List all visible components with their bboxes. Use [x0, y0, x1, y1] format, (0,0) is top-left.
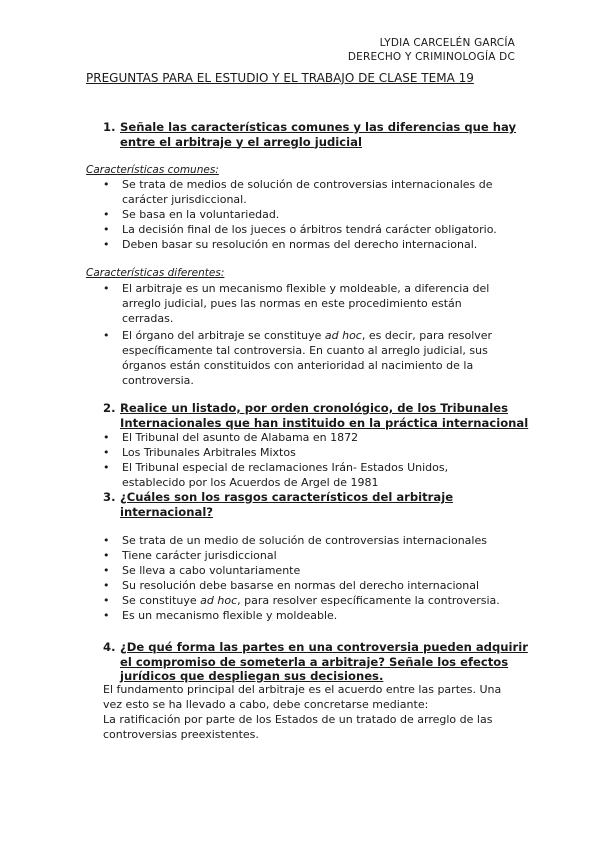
list-item: • El Tribunal del asunto de Alabama en 1872 [103, 430, 513, 445]
list-item-line: arreglo judicial, pues las normas en este procedimiento están [122, 297, 462, 310]
list-item-line: • El arbitraje es un mecanismo flexible y moldeable, a diferencia del [122, 282, 490, 295]
text-segment: Se constituye [122, 594, 201, 607]
question-number: 3. [103, 490, 116, 504]
list-item [103, 177, 513, 207]
common-features-list [103, 177, 513, 252]
question-line: el compromiso de someterla a arbitraje? Señale los efectos [120, 654, 509, 669]
question-line: internacional? [120, 504, 214, 519]
list-item-line: carácter jurisdiccional. [122, 193, 247, 206]
italic-term: ad hoc [200, 594, 238, 607]
list-item [103, 328, 513, 388]
question-line: ¿Cuáles son los rasgos característicos del arbitraje [120, 490, 454, 504]
paragraph-line: controversias preexistentes. [103, 728, 259, 741]
question-text [120, 640, 528, 684]
question-number: 4. [103, 640, 116, 654]
list-item [103, 460, 513, 490]
paragraph-line: La ratificación por parte de los Estados de un tratado de arreglo de las [103, 713, 493, 726]
common-features-heading: Características comunes: [86, 164, 219, 176]
list-item: • La decisión final de los jueces o árbitros tendrá carácter obligatorio. [103, 222, 513, 237]
list-item: • Los Tribunales Arbitrales Mixtos [103, 445, 513, 460]
list-item-line: • El Tribunal especial de reclamaciones Irán- Estados Unidos, [122, 461, 449, 474]
list-item: • Se lleva a cabo voluntariamente [103, 563, 513, 578]
list-item-line: • Se trata de medios de solución de controversias internacionales de [122, 178, 493, 191]
list-item: • Es un mecanismo flexible y moldeable. [103, 608, 513, 623]
list-item: • Tiene carácter jurisdiccional [103, 548, 513, 563]
list-item: • Su resolución debe basarse en normas del derecho internacional [103, 578, 513, 593]
question-line: ¿De qué forma las partes en una controversia pueden adquirir [120, 640, 528, 654]
different-features-heading: Características diferentes: [86, 267, 225, 279]
list-item: • Se trata de un medio de solución de controversias internacionales [103, 533, 513, 548]
question-number: 1. [103, 120, 116, 134]
question-text [120, 490, 453, 519]
author-name: LYDIA CARCELÉN GARCÍA [379, 37, 515, 49]
answer-paragraph [103, 682, 513, 742]
question-line: Internacionales que han instituido en la práctica internacional [120, 415, 529, 430]
question-line: Señale las características comunes y las diferencias que hay [120, 120, 517, 134]
text-segment: , es decir, para resolver [361, 329, 493, 342]
question-line: entre el arbitraje y el arreglo judicial [120, 134, 362, 149]
page-header [348, 36, 515, 64]
text-segment: El órgano del arbitraje se constituye [122, 329, 325, 342]
list-item-line [122, 328, 513, 343]
document-title: PREGUNTAS PARA EL ESTUDIO Y EL TRABAJO DE CLASE TEMA 19 [86, 71, 474, 85]
different-features-list [103, 281, 513, 388]
paragraph-line: vez esto se ha llevado a cabo, debe concretarse mediante: [103, 698, 429, 711]
list-item-line: controversia. [122, 374, 194, 387]
list-item [103, 593, 513, 608]
question-line: Realice un listado, por orden cronológico, de los Tribunales [120, 401, 508, 415]
list-item-line: establecido por los Acuerdos de Argel de 1981 [122, 476, 379, 489]
text-segment: , para resolver específicamente la controversia. [237, 594, 500, 607]
list-item: • Deben basar su resolución en normas del derecho internacional. [103, 237, 513, 252]
question-text [120, 401, 528, 430]
question-text [120, 120, 516, 149]
paragraph-line: El fundamento principal del arbitraje es el acuerdo entre las partes. Una [103, 683, 502, 696]
list-item-line: órganos están constituidos con anterioridad al nacimiento de la [122, 359, 474, 372]
tribunals-list [103, 430, 513, 490]
question-line: jurídicos que despliegan sus decisiones. [120, 669, 384, 683]
list-item: • Se basa en la voluntariedad. [103, 207, 513, 222]
list-item-line: específicamente tal controversia. En cuanto al arreglo judicial, sus [122, 344, 488, 357]
course-name: DERECHO Y CRIMINOLOGÍA DC [347, 51, 515, 63]
list-item [103, 281, 513, 326]
question-number: 2. [103, 401, 116, 415]
italic-term: ad hoc [324, 329, 362, 342]
list-item-line: cerradas. [122, 312, 174, 325]
arbitration-traits-list [103, 533, 513, 623]
